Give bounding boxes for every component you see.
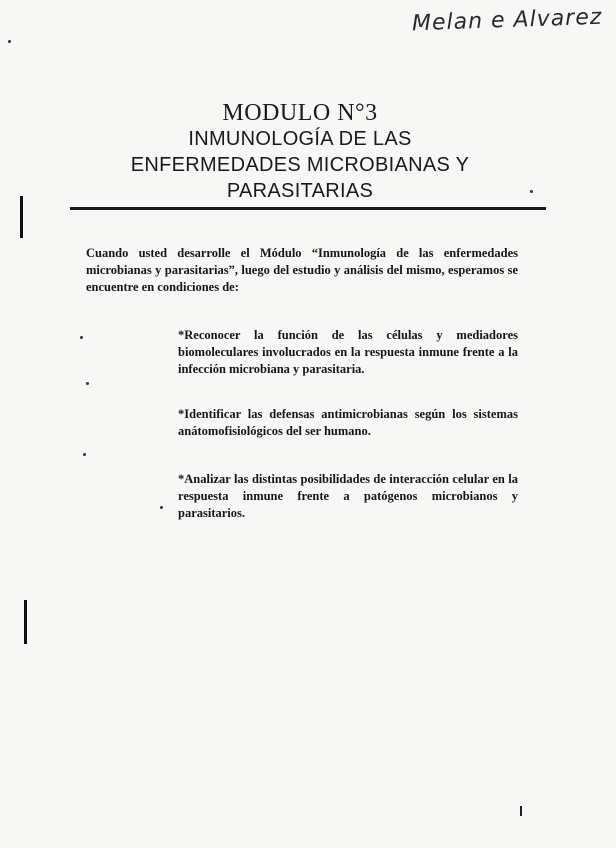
scan-speck bbox=[530, 190, 533, 193]
scan-speck bbox=[80, 336, 83, 339]
module-title bbox=[90, 100, 510, 204]
title-line: PARASITARIAS bbox=[226, 180, 374, 202]
intro-paragraph: Cuando usted desarrolle el Módulo “Inmunología de las enfermedades microbianas y parasitarias”, luego del estudio y análisis del mismo, esperamos se encuentre en condiciones de: bbox=[86, 245, 518, 294]
scan-speck bbox=[86, 382, 89, 385]
scan-speck bbox=[8, 40, 11, 43]
title-line: INMUNOLOGÍA DE LAS bbox=[188, 128, 412, 150]
margin-mark bbox=[20, 196, 23, 238]
title-line: ENFERMEDADES MICROBIANAS Y bbox=[130, 154, 470, 176]
handwritten-name: Melan e Alvarez bbox=[411, 4, 603, 37]
page-tick bbox=[520, 806, 522, 816]
scan-speck bbox=[160, 506, 163, 509]
module-number: MODULO N°3 bbox=[222, 100, 378, 126]
objective: *Reconocer la función de las células y mediadores biomoleculares involucrados en la respuesta inmune frente a la infección microbiana y parasitaria. bbox=[178, 327, 518, 376]
objective: *Analizar las distintas posibilidades de interacción celular en la respuesta inmune frente a patógenos microbianos y parasitarios. bbox=[178, 471, 518, 520]
scan-speck bbox=[83, 453, 86, 456]
title-rule bbox=[70, 207, 546, 210]
objective: *Identificar las defensas antimicrobianas según los sistemas anátomofisiológicos del ser humano. bbox=[178, 406, 518, 438]
margin-mark bbox=[24, 600, 27, 644]
